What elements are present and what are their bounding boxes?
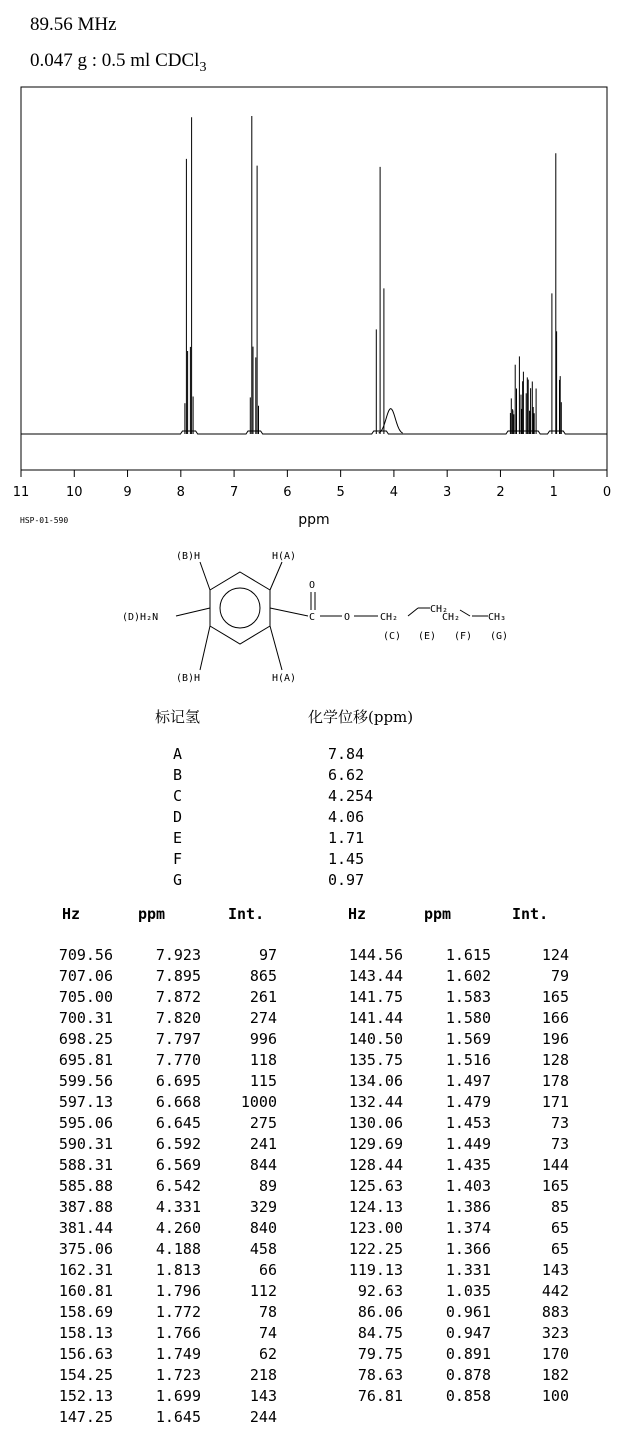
peak-hz: 76.81: [357, 1387, 403, 1405]
assignment-label: A: [173, 745, 183, 763]
peak-ppm: 1.035: [445, 1282, 491, 1300]
assignment-row: [0, 829, 626, 850]
peak-hz: 158.13: [58, 1324, 113, 1342]
peak-ppm: 1.569: [445, 1030, 491, 1048]
assignment-shift: 7.84: [328, 745, 365, 763]
label-b-top: (B)H: [176, 551, 201, 562]
peak-ppm: 6.695: [155, 1072, 201, 1090]
x-tick-label: 3: [443, 485, 452, 500]
assignment-shift: 1.71: [328, 829, 365, 847]
peak-ppm: 4.188: [155, 1240, 201, 1258]
assignment-shift: 4.254: [328, 787, 374, 805]
bond-a-top: [270, 562, 282, 590]
assignment-row: [0, 745, 626, 766]
peak-int: 118: [249, 1051, 277, 1069]
label-carbonyl-o: O: [309, 580, 316, 591]
peak-hz: 128.44: [348, 1156, 403, 1174]
peak-ppm: 6.569: [155, 1156, 201, 1174]
assignment-row: [0, 787, 626, 808]
peak-int: 458: [249, 1240, 277, 1258]
peak-int: 144: [541, 1156, 569, 1174]
peak-int: 883: [541, 1303, 569, 1321]
peak-int: 274: [249, 1009, 277, 1027]
peak-int: 128: [541, 1051, 569, 1069]
label-ester-o: O: [344, 612, 351, 623]
peak-int: 1000: [240, 1093, 277, 1111]
peak-ppm: 0.961: [445, 1303, 491, 1321]
spectrometer-frequency: 89.56 MHz: [30, 14, 117, 35]
label-g: (G): [490, 631, 509, 642]
peak-hz: 86.06: [357, 1303, 403, 1321]
peak-int: 73: [550, 1114, 569, 1132]
label-ch2-c: CH₂: [380, 612, 399, 623]
peak-hz: 119.13: [348, 1261, 403, 1279]
peak-int: 85: [550, 1198, 569, 1216]
peak-int: 182: [541, 1366, 569, 1384]
peak-int: 442: [541, 1282, 569, 1300]
peak-ppm: 6.645: [155, 1114, 201, 1132]
peak-int: 166: [541, 1009, 569, 1027]
peak-int: 78: [258, 1303, 277, 1321]
peak-ppm: 6.592: [155, 1135, 201, 1153]
peak-hz: 381.44: [58, 1219, 113, 1237]
peak-hz: 156.63: [58, 1345, 113, 1363]
peak-ppm: 7.770: [155, 1051, 201, 1069]
x-tick-label: 7: [229, 485, 239, 500]
peak-hz: 134.06: [348, 1072, 403, 1090]
peak-hz: 132.44: [348, 1093, 403, 1111]
x-tick-label: 6: [283, 485, 292, 500]
assignment-shift: 6.62: [328, 766, 365, 784]
broad-peak-line: [379, 409, 403, 434]
label-c: (C): [383, 631, 402, 642]
peak-ppm: 7.872: [155, 988, 201, 1006]
peak-int: 996: [249, 1030, 277, 1048]
peak-hz: 123.00: [348, 1219, 403, 1237]
bond-b-bottom: [200, 626, 210, 670]
peak-ppm: 1.723: [155, 1366, 201, 1384]
peak-int: 143: [249, 1387, 277, 1405]
peak-hz: 162.31: [58, 1261, 113, 1279]
peak-hz: 695.81: [58, 1051, 113, 1069]
peak-int: 170: [541, 1345, 569, 1363]
peak-int: 112: [249, 1282, 277, 1300]
peak-hz: 590.31: [58, 1135, 113, 1153]
peak-ppm: 4.260: [155, 1219, 201, 1237]
peak-header-ppm-right: ppm: [424, 905, 452, 923]
peak-hz: 78.63: [357, 1366, 403, 1384]
peak-ppm: 1.580: [445, 1009, 491, 1027]
peak-ppm: 0.878: [445, 1366, 491, 1384]
peak-hz: 125.63: [348, 1177, 403, 1195]
sample-concentration: [30, 50, 206, 76]
label-a-top: H(A): [272, 551, 297, 562]
peak-ppm: 1.331: [445, 1261, 491, 1279]
bond-ch2-ch2-3: [460, 610, 470, 616]
label-e: (E): [418, 631, 437, 642]
label-amine: (D)H₂N: [122, 612, 159, 623]
peak-hz: 122.25: [348, 1240, 403, 1258]
peak-ppm: 1.479: [445, 1093, 491, 1111]
x-axis-label: ppm: [298, 512, 330, 528]
peak-int: 115: [249, 1072, 277, 1090]
peak-hz: 588.31: [58, 1156, 113, 1174]
peak-hz: 130.06: [348, 1114, 403, 1132]
peak-ppm: 4.331: [155, 1198, 201, 1216]
peak-int: 65: [550, 1219, 569, 1237]
peak-hz: 700.31: [58, 1009, 113, 1027]
peak-int: 89: [258, 1177, 277, 1195]
assignment-table: [0, 745, 626, 892]
peak-ppm: 1.615: [445, 946, 491, 964]
x-tick-label: 0: [602, 485, 612, 500]
assignment-row: [0, 766, 626, 787]
peak-int: 241: [249, 1135, 277, 1153]
peak-int: 178: [541, 1072, 569, 1090]
peak-hz: 84.75: [357, 1324, 403, 1342]
peak-hz: 698.25: [58, 1030, 113, 1048]
x-tick-label: 10: [65, 485, 83, 500]
assignment-label: G: [173, 871, 183, 889]
molecule-structure: [0, 540, 626, 690]
label-f: (F): [454, 631, 473, 642]
peak-int: 165: [541, 988, 569, 1006]
label-ester-c: C: [309, 612, 316, 623]
peak-ppm: 1.403: [445, 1177, 491, 1195]
peak-header-hz-left: Hz: [62, 905, 81, 923]
peak-ppm: 7.923: [155, 946, 201, 964]
x-tick-label: 4: [389, 485, 399, 500]
assignment-row: [0, 850, 626, 871]
peak-ppm: 1.497: [445, 1072, 491, 1090]
assignment-label: F: [173, 850, 183, 868]
peak-hz: 154.25: [58, 1366, 113, 1384]
aromatic-circle: [220, 588, 260, 628]
peak-int: 165: [541, 1177, 569, 1195]
peak-ppm: 1.516: [445, 1051, 491, 1069]
peak-ppm: 1.435: [445, 1156, 491, 1174]
peak-int: 100: [541, 1387, 569, 1405]
peak-hz: 160.81: [58, 1282, 113, 1300]
nmr-spectrum-chart: [0, 80, 626, 540]
peak-hz: 707.06: [58, 967, 113, 985]
x-tick-label: 5: [336, 485, 345, 500]
peak-int: 143: [541, 1261, 569, 1279]
peak-int: 62: [258, 1345, 277, 1363]
peak-hz: 147.25: [58, 1408, 113, 1426]
label-b-bottom: (B)H: [176, 673, 201, 684]
peak-header-int-left: Int.: [228, 905, 265, 923]
peak-int: 244: [249, 1408, 277, 1426]
assignment-header-shift: 化学位移(ppm): [308, 708, 414, 726]
assignment-row: [0, 808, 626, 829]
x-tick-label: 9: [123, 485, 132, 500]
bond-ch2-ch2-1: [408, 608, 418, 616]
peak-hz: 387.88: [58, 1198, 113, 1216]
peak-int: 79: [550, 967, 569, 985]
peak-int: 261: [249, 988, 277, 1006]
peak-int: 196: [541, 1030, 569, 1048]
peak-ppm: 1.645: [155, 1408, 201, 1426]
peak-header-int-right: Int.: [512, 905, 549, 923]
peak-hz: 140.50: [348, 1030, 403, 1048]
peak-ppm: 1.453: [445, 1114, 491, 1132]
peak-hz: 375.06: [58, 1240, 113, 1258]
peak-ppm: 1.449: [445, 1135, 491, 1153]
peak-int: 124: [541, 946, 569, 964]
peak-int: 97: [258, 946, 277, 964]
peak-hz: 144.56: [348, 946, 403, 964]
peak-ppm: 6.542: [155, 1177, 201, 1195]
peak-int: 66: [258, 1261, 277, 1279]
peak-hz: 135.75: [348, 1051, 403, 1069]
peak-int: 73: [550, 1135, 569, 1153]
label-ch2-e: CH₂: [430, 604, 449, 615]
peak-ppm: 7.820: [155, 1009, 201, 1027]
peak-ppm: 0.858: [445, 1387, 491, 1405]
peak-ppm: 1.699: [155, 1387, 201, 1405]
peak-hz: 597.13: [58, 1093, 113, 1111]
bond-a-bottom: [270, 626, 282, 670]
label-ch2-f: CH₂: [442, 612, 461, 623]
peak-hz: 709.56: [58, 946, 113, 964]
peak-hz: 595.06: [58, 1114, 113, 1132]
x-tick-label: 11: [12, 485, 30, 500]
peak-hz: 585.88: [58, 1177, 113, 1195]
peak-int: 275: [249, 1114, 277, 1132]
peak-hz: 705.00: [58, 988, 113, 1006]
label-a-bottom: H(A): [272, 673, 297, 684]
assignment-shift: 4.06: [328, 808, 365, 826]
assignment-label: E: [173, 829, 183, 847]
assignment-shift: 1.45: [328, 850, 365, 868]
peak-ppm: 0.947: [445, 1324, 491, 1342]
x-tick-label: 2: [496, 485, 505, 500]
peak-ppm: 6.668: [155, 1093, 201, 1111]
assignment-label: B: [173, 766, 183, 784]
peak-hz: 129.69: [348, 1135, 403, 1153]
peak-int: 171: [541, 1093, 569, 1111]
assignment-header-label: 标记氢: [155, 708, 201, 726]
peak-header-hz-right: Hz: [348, 905, 367, 923]
sample-subscript: 3: [199, 59, 207, 75]
bond-b-top: [200, 562, 210, 590]
peak-hz: 124.13: [348, 1198, 403, 1216]
assignment-label: C: [173, 787, 183, 805]
peak-int: 844: [249, 1156, 277, 1174]
peak-hz: 92.63: [357, 1282, 403, 1300]
peak-ppm: 1.766: [155, 1324, 201, 1342]
peak-ppm: 1.796: [155, 1282, 201, 1300]
peak-ppm: 0.891: [445, 1345, 491, 1363]
peak-hz: 158.69: [58, 1303, 113, 1321]
peak-ppm: 7.895: [155, 967, 201, 985]
peak-hz: 152.13: [58, 1387, 113, 1405]
peak-hz: 79.75: [357, 1345, 403, 1363]
peak-int: 329: [249, 1198, 277, 1216]
bond-amine: [176, 608, 210, 616]
bond-ring-carbonyl: [270, 608, 308, 616]
assignment-row: [0, 871, 626, 892]
peak-ppm: 1.602: [445, 967, 491, 985]
peak-int: 865: [249, 967, 277, 985]
x-tick-label: 1: [549, 485, 558, 500]
peak-hz: 141.75: [348, 988, 403, 1006]
label-ch3-g: CH₃: [488, 612, 507, 623]
peak-int: 323: [541, 1324, 569, 1342]
peak-ppm: 7.797: [155, 1030, 201, 1048]
peak-int: 65: [550, 1240, 569, 1258]
peak-ppm: 1.583: [445, 988, 491, 1006]
peak-int: 218: [249, 1366, 277, 1384]
peak-ppm: 1.374: [445, 1219, 491, 1237]
assignment-label: D: [173, 808, 183, 826]
peak-hz: 599.56: [58, 1072, 113, 1090]
assignment-shift: 0.97: [328, 871, 365, 889]
peak-ppm: 1.366: [445, 1240, 491, 1258]
peak-int: 74: [258, 1324, 277, 1342]
x-tick-label: 8: [176, 485, 185, 500]
benzene-ring: [210, 572, 270, 644]
peak-ppm: 1.813: [155, 1261, 201, 1279]
peak-header-ppm-left: ppm: [138, 905, 166, 923]
sample-prefix: 0.047 g : 0.5 ml CDCl: [30, 50, 200, 71]
peak-ppm: 1.386: [445, 1198, 491, 1216]
peak-int: 840: [249, 1219, 277, 1237]
peak-ppm: 1.772: [155, 1303, 201, 1321]
spectrum-code: HSP-01-590: [20, 516, 69, 525]
peak-hz: 141.44: [348, 1009, 403, 1027]
peak-ppm: 1.749: [155, 1345, 201, 1363]
peak-hz: 143.44: [348, 967, 403, 985]
